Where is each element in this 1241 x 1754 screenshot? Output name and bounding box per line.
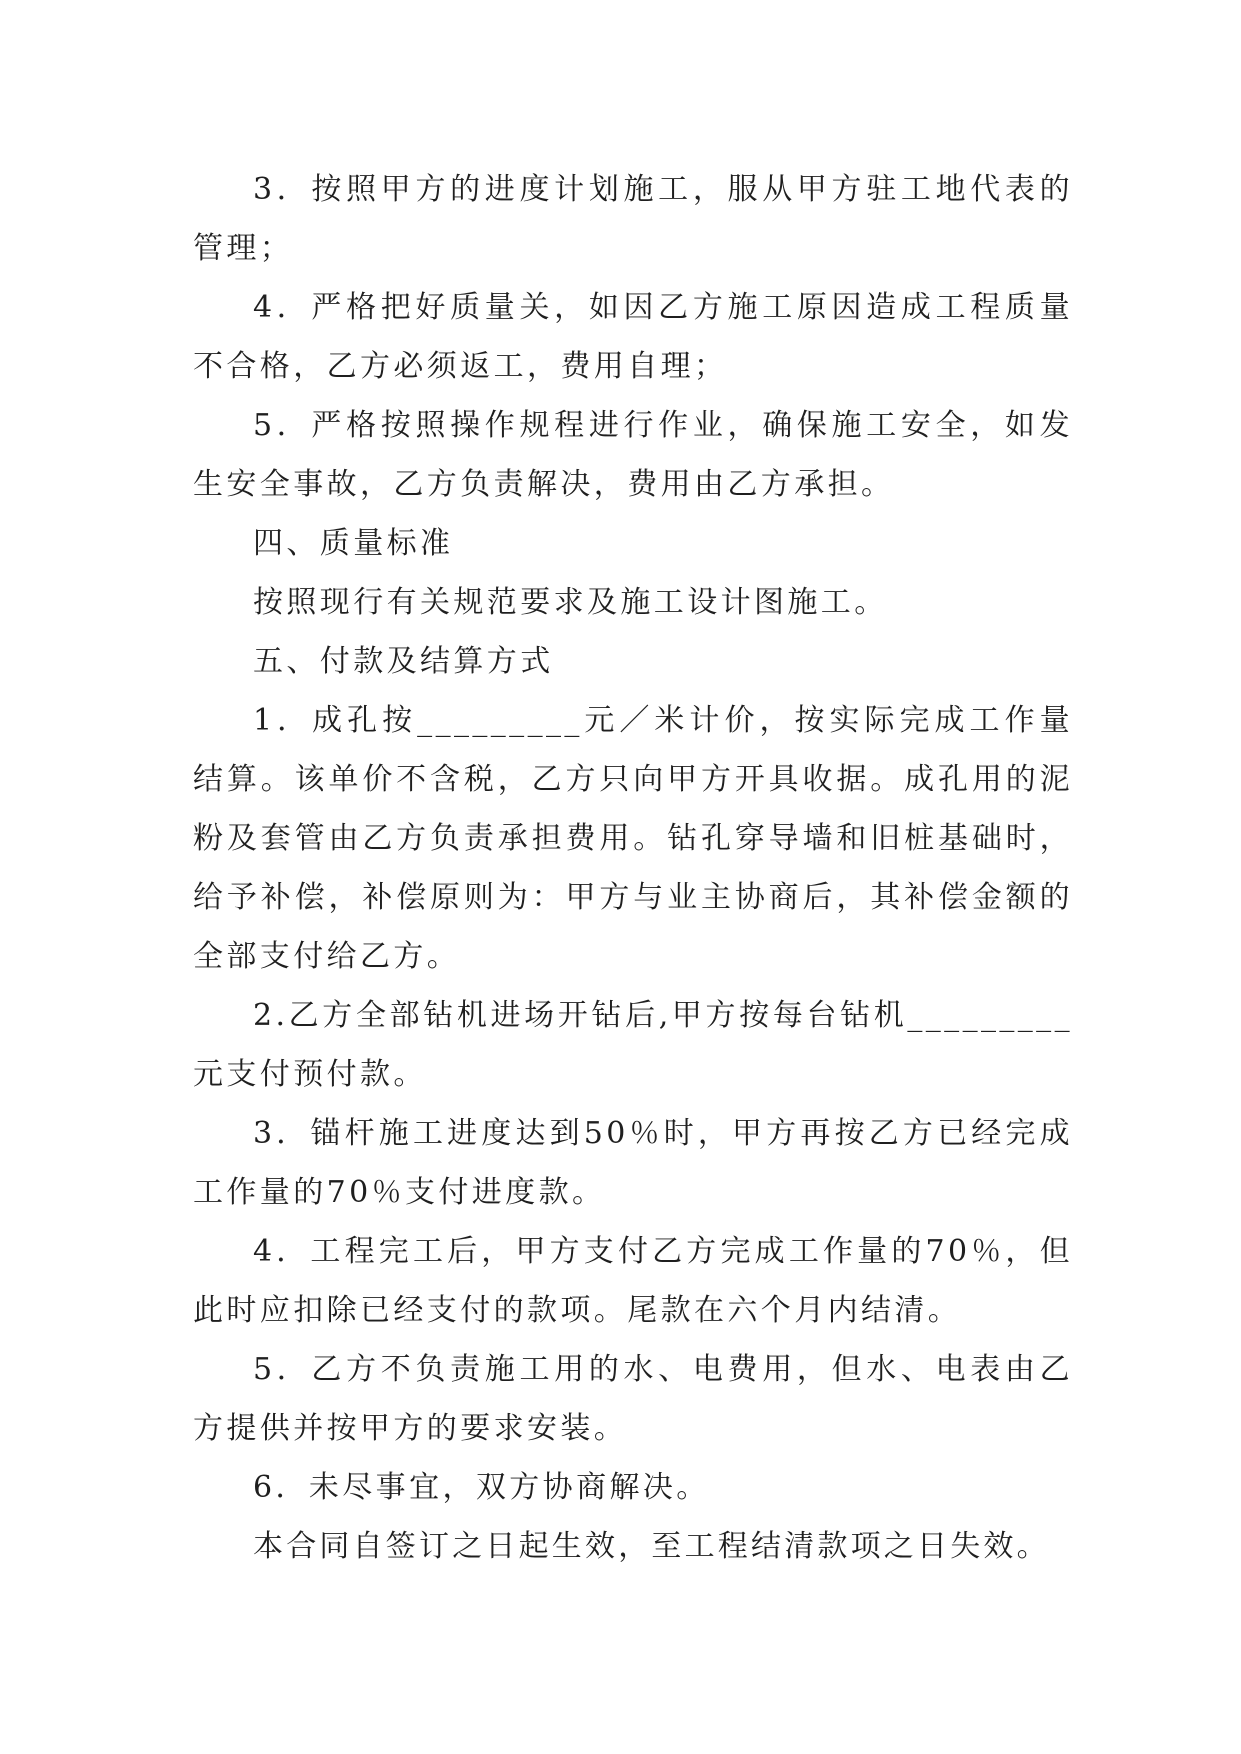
payment-clause-3: 3．锚杆施工进度达到50％时，甲方再按乙方已经完成工作量的70％支付进度款。 [193,1116,1073,1210]
payment-clause-1: 1．成孔按_________元／米计价，按实际完成工作量结算。该单价不含税，乙方只向甲方开具收据。成孔用的泥粉及套管由乙方负责承担费用。钻孔穿导墙和旧桩基础时，给予补偿，补偿原则为：甲方与业主协商后，其补偿金额的全部支付给乙方。 [193,703,1073,974]
quality-standard-text: 按照现行有关规范要求及施工设计图施工。 [253,585,888,620]
clause-3-schedule: 3．按照甲方的进度计划施工，服从甲方驻工地代表的管理； [193,172,1073,266]
payment-clause-2: 2.乙方全部钻机进场开钻后,甲方按每台钻机_________元支付预付款。 [193,998,1073,1092]
contract-effective-statement: 本合同自签订之日起生效，至工程结清款项之日失效。 [253,1529,1050,1564]
payment-clause-4: 4．工程完工后，甲方支付乙方完成工作量的70％，但此时应扣除已经支付的款项。尾款在六个月内结清。 [193,1234,1073,1328]
section-heading-quality-standard: 四、质量标准 [253,526,454,561]
clause-5-safety: 5．严格按照操作规程进行作业，确保施工安全，如发生安全事故，乙方负责解决，费用由乙方承担。 [193,408,1073,502]
clause-4-quality: 4．严格把好质量关，如因乙方施工原因造成工程质量不合格，乙方必须返工，费用自理； [193,290,1073,384]
payment-clause-6: 6．未尽事宜，双方协商解决。 [253,1470,710,1505]
document-body [193,160,1073,1576]
payment-clause-5: 5．乙方不负责施工用的水、电费用，但水、电表由乙方提供并按甲方的要求安装。 [193,1352,1073,1446]
section-heading-payment: 五、付款及结算方式 [253,644,554,679]
